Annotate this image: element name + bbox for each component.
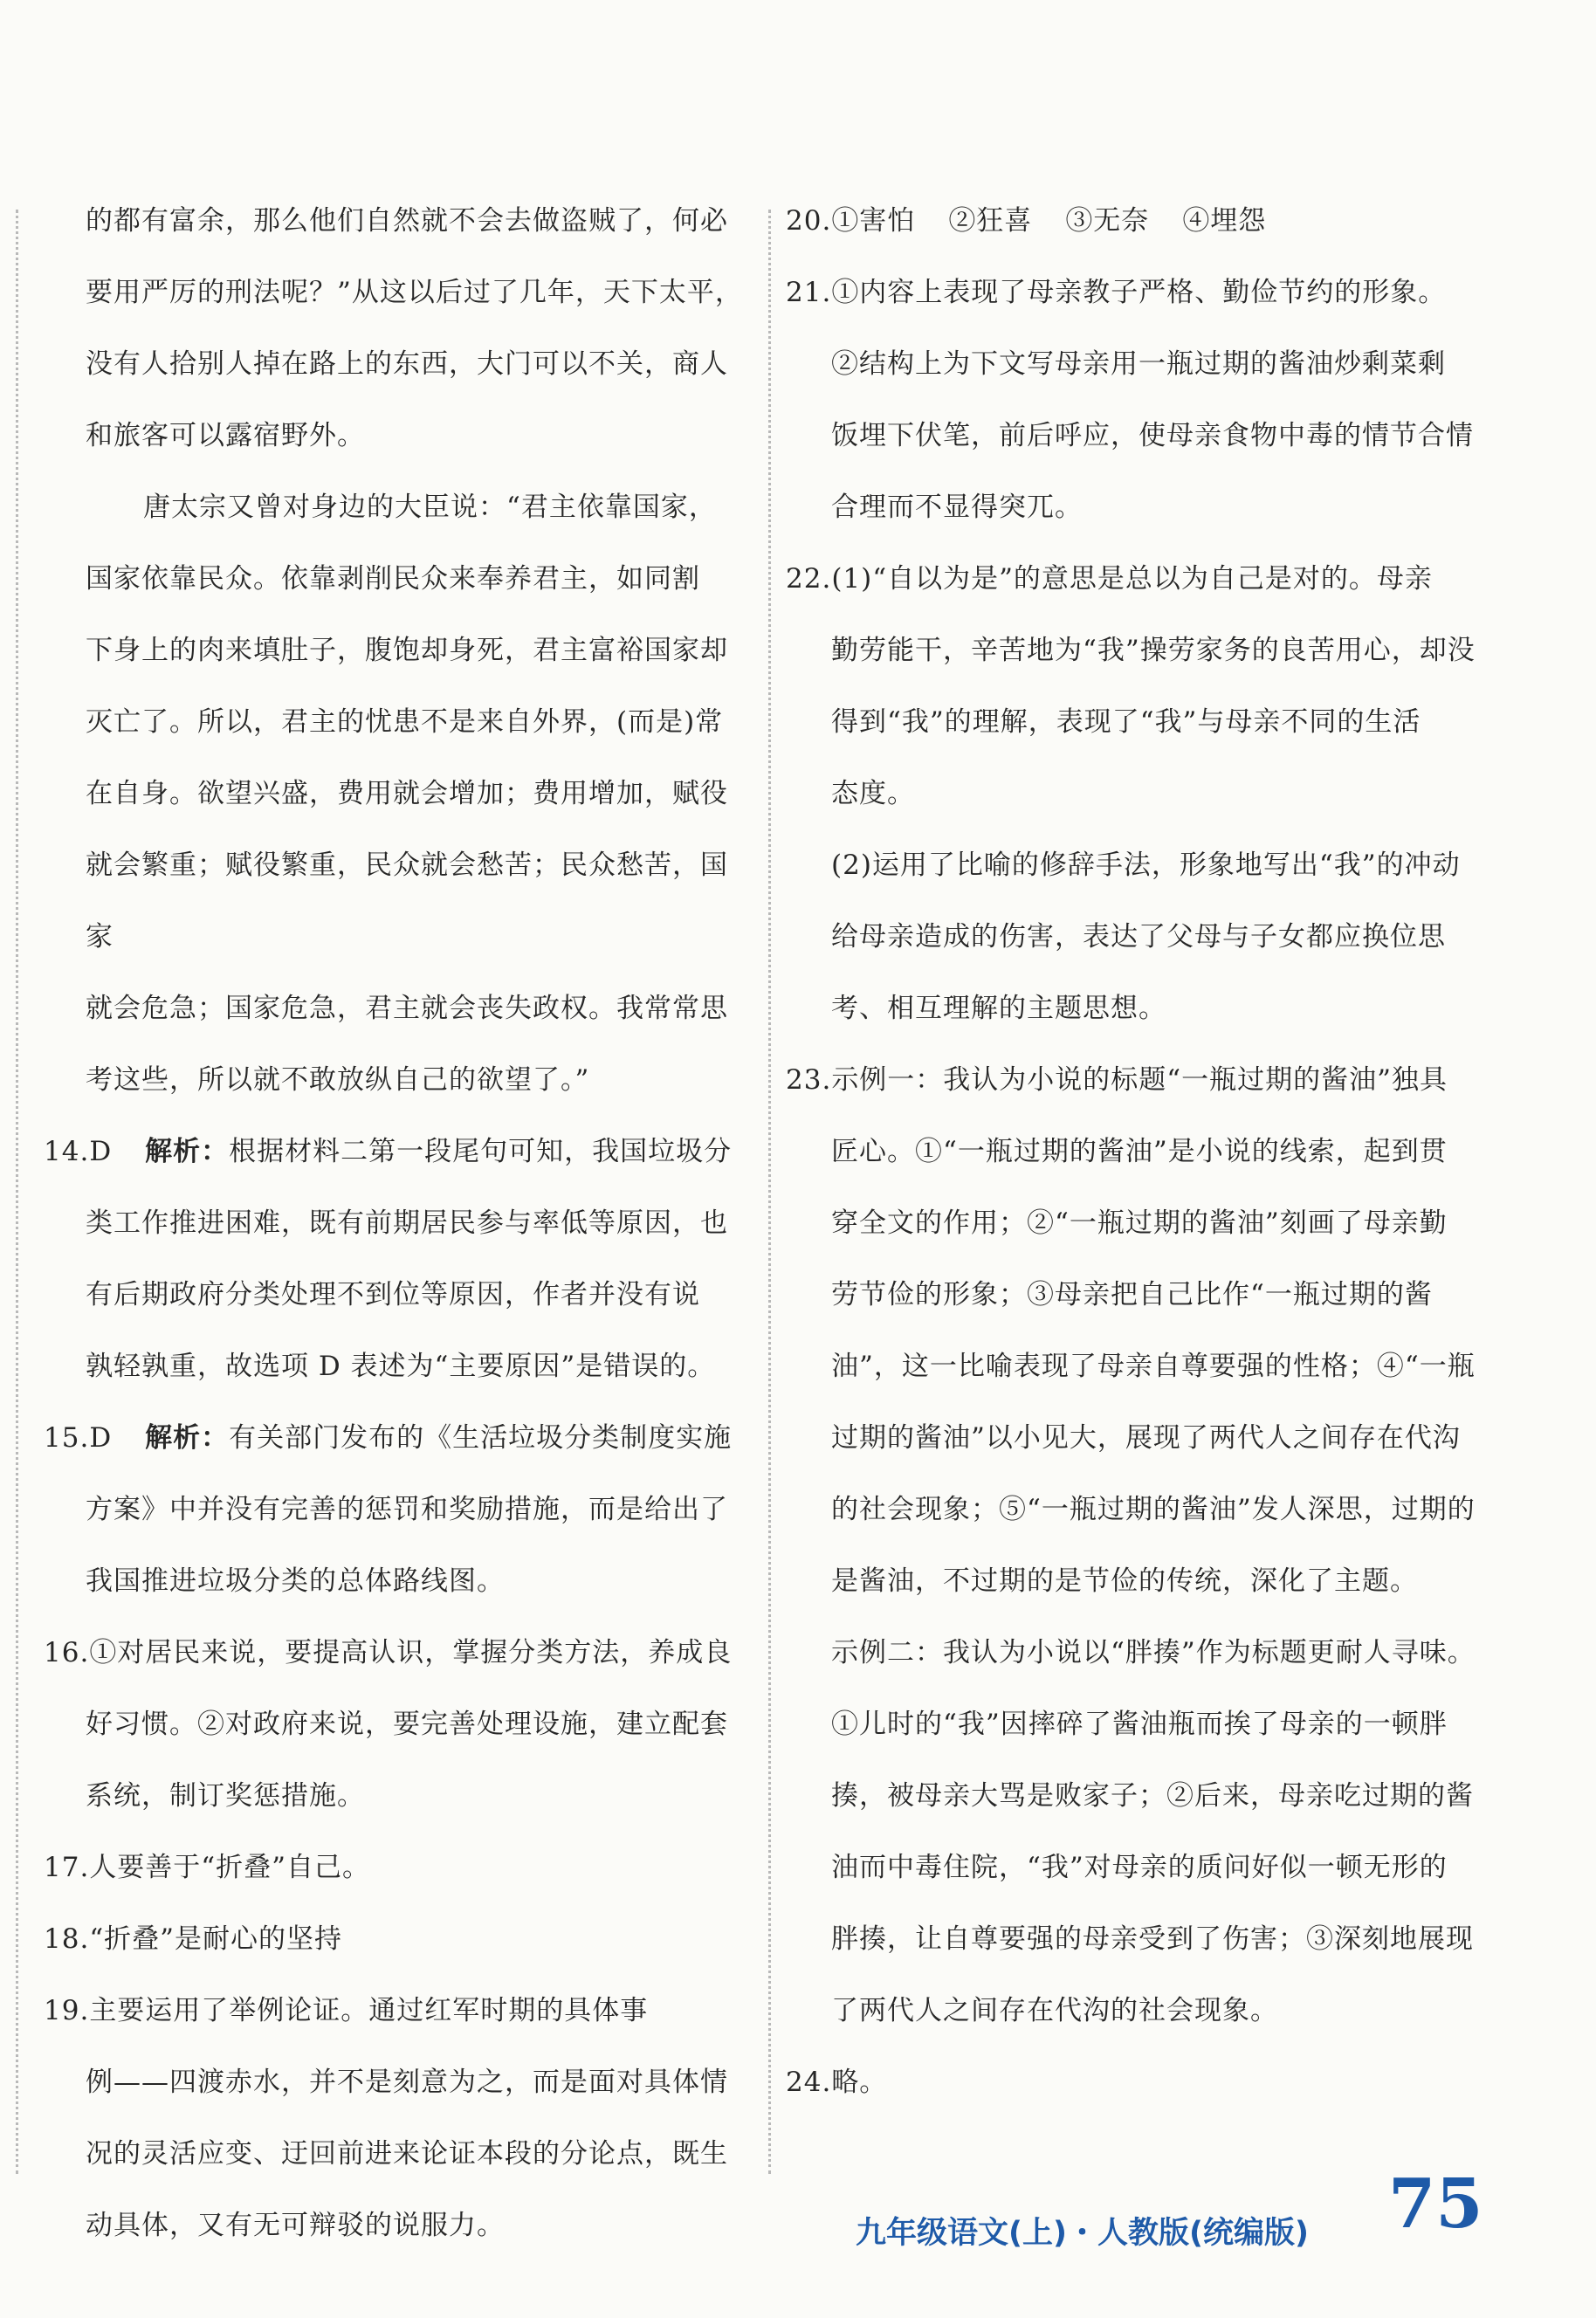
text-line: 唐太宗又曾对身边的大臣说：“君主依靠国家， xyxy=(143,492,717,523)
answer-text: 示例一：我认为小说的标题“一瓶过期的酱油”独具 xyxy=(831,1064,1448,1096)
text-line: 我国推进垃圾分类的总体路线图。 xyxy=(86,1565,505,1597)
answer-21 xyxy=(786,257,1502,543)
text-line: ①儿时的“我”因摔碎了酱油瓶而挨了母亲的一顿胖 xyxy=(831,1709,1448,1740)
text-line: 胖揍，让自尊要强的母亲受到了伤害；③深刻地展现 xyxy=(831,1923,1474,1955)
page-footer xyxy=(856,2164,1484,2261)
answer-text: ①内容上表现了母亲教子严格、勤俭节约的形象。 xyxy=(831,277,1447,308)
answer-24 xyxy=(786,2046,1502,2118)
question-number: 17. xyxy=(44,1852,90,1883)
answer-line xyxy=(44,1402,751,1474)
translation-paragraph-2 xyxy=(44,471,751,1116)
text-line: 揍，被母亲大骂是败家子；②后来，母亲吃过期的酱 xyxy=(831,1780,1474,1812)
answer-text: “折叠”是耐心的坚持 xyxy=(89,1923,343,1955)
question-number: 19. xyxy=(44,1995,90,2026)
text-line: 的社会现象；⑤“一瓶过期的酱油”发人深思，过期的 xyxy=(831,1494,1476,1525)
text-line: 孰轻孰重，故选项 D 表述为“主要原因”是错误的。 xyxy=(86,1351,716,1382)
question-number: 24. xyxy=(786,2067,832,2098)
answer-text: 人要善于“折叠”自己。 xyxy=(89,1852,371,1883)
book-title: 九年级语文(上)・人教版(统编版) xyxy=(856,2216,1309,2251)
answer-17 xyxy=(44,1832,751,1903)
text-line: 饭埋下伏笔，前后呼应，使母亲食物中毒的情节合情 xyxy=(831,420,1474,451)
text-line: 和旅客可以露宿野外。 xyxy=(86,420,365,451)
answer-15 xyxy=(44,1402,751,1617)
text-line: 穿全文的作用；②“一瓶过期的酱油”刻画了母亲勤 xyxy=(831,1207,1448,1239)
analysis-label: 解析： xyxy=(145,1136,230,1167)
text-line: 过期的酱油”以小见大，展现了两代人之间存在代沟 xyxy=(831,1422,1461,1454)
left-margin-rule xyxy=(16,210,18,2174)
option-a: ①害怕 xyxy=(831,205,916,237)
question-number: 21. xyxy=(786,277,832,308)
text-line: ②结构上为下文写母亲用一瓶过期的酱油炒剩菜剩 xyxy=(831,348,1446,380)
text-line: 了两代人之间存在代沟的社会现象。 xyxy=(831,1995,1278,2026)
question-number: 16. xyxy=(44,1637,90,1668)
left-column xyxy=(44,185,751,2261)
text-line: 要用严厉的刑法呢？”从这以后过了几年，天下太平， xyxy=(86,277,743,308)
translation-paragraph-1 xyxy=(44,185,751,471)
answer-text: 有关部门发布的《生活垃圾分类制度实施 xyxy=(229,1422,733,1454)
text-line: 油而中毒住院，“我”对母亲的质问好似一顿无形的 xyxy=(831,1852,1448,1883)
analysis-label: 解析： xyxy=(145,1422,230,1454)
text-line: 匠心。①“一瓶过期的酱油”是小说的线索，起到贯 xyxy=(831,1136,1448,1167)
answer-line xyxy=(786,257,1502,328)
question-number: 23. xyxy=(786,1064,832,1096)
answer-text: 根据材料二第一段尾句可知，我国垃圾分 xyxy=(229,1136,733,1167)
answer-line xyxy=(786,185,1502,257)
question-number: 14. xyxy=(44,1136,90,1167)
text-line: 考这些，所以就不敢放纵自己的欲望了。” xyxy=(86,1064,590,1096)
text-line: 得到“我”的理解，表现了“我”与母亲不同的生活 xyxy=(831,706,1421,738)
answer-text: ①对居民来说，要提高认识，掌握分类方法，养成良 xyxy=(89,1637,733,1668)
text-line: 在自身。欲望兴盛，费用就会增加；费用增加，赋役 xyxy=(86,778,728,809)
text-line: 示例二：我认为小说以“胖揍”作为标题更耐人寻味。 xyxy=(831,1637,1476,1668)
text-line: 没有人拾别人掉在路上的东西，大门可以不关，商人 xyxy=(86,348,728,380)
answer-line xyxy=(44,1116,751,1187)
answer-line xyxy=(44,1617,751,1689)
question-number: 22. xyxy=(786,563,832,595)
answer-line xyxy=(44,1975,751,2046)
text-line: 况的灵活应变、迂回前进来论证本段的分论点，既生 xyxy=(86,2138,728,2170)
answer-18 xyxy=(44,1903,751,1975)
right-column xyxy=(786,185,1502,2118)
answer-16 xyxy=(44,1617,751,1832)
answer-19 xyxy=(44,1975,751,2261)
answer-text: 主要运用了举例论证。通过红军时期的具体事 xyxy=(89,1995,649,2026)
text-line: 下身上的肉来填肚子，腹饱却身死，君主富裕国家却 xyxy=(86,635,728,666)
question-number: 15. xyxy=(44,1422,90,1454)
text-line: 例——四渡赤水，并不是刻意为之，而是面对具体情 xyxy=(86,2067,728,2098)
option-c: ③无奈 xyxy=(1065,205,1150,237)
text-line: 的都有富余，那么他们自然就不会去做盗贼了，何必 xyxy=(86,205,728,237)
answer-text: (1)“自以为是”的意思是总以为自己是对的。母亲 xyxy=(831,563,1433,595)
answer-23 xyxy=(786,1044,1502,2046)
answer-14 xyxy=(44,1116,751,1402)
text-line: (2)运用了比喻的修辞手法，形象地写出“我”的冲动 xyxy=(831,849,1461,881)
text-line: 类工作推进困难，既有前期居民参与率低等原因，也 xyxy=(86,1207,728,1239)
column-divider xyxy=(768,210,771,2174)
text-line: 国家依靠民众。依靠剥削民众来奉养君主，如同割 xyxy=(86,563,700,595)
answer-text: 略。 xyxy=(831,2067,888,2098)
text-line: 灭亡了。所以，君主的忧患不是来自外界，(而是)常 xyxy=(86,706,724,738)
text-line: 油”，这一比喻表现了母亲自尊要强的性格；④“一瓶 xyxy=(831,1351,1476,1382)
text-line: 是酱油，不过期的是节俭的传统，深化了主题。 xyxy=(831,1565,1418,1597)
text-line: 方案》中并没有完善的惩罚和奖励措施，而是给出了 xyxy=(86,1494,728,1525)
text-line: 系统，制订奖惩措施。 xyxy=(86,1780,365,1812)
answer-line xyxy=(44,1832,751,1903)
text-line: 合理而不显得突兀。 xyxy=(831,492,1083,523)
text-line: 考、相互理解的主题思想。 xyxy=(831,993,1166,1024)
page-number: 75 xyxy=(1388,2164,1483,2244)
question-number: 20. xyxy=(786,205,832,237)
answer-line xyxy=(786,1044,1502,1116)
text-line: 劳节俭的形象；③母亲把自己比作“一瓶过期的酱 xyxy=(831,1279,1433,1310)
text-line: 有后期政府分类处理不到位等原因，作者并没有说 xyxy=(86,1279,700,1310)
text-line: 动具体，又有无可辩驳的说服力。 xyxy=(86,2210,505,2241)
answer-line xyxy=(786,2046,1502,2118)
answer-choice: D xyxy=(89,1136,113,1167)
text-line: 好习惯。②对政府来说，要完善处理设施，建立配套 xyxy=(86,1709,728,1740)
question-number: 18. xyxy=(44,1923,90,1955)
text-line: 就会繁重；赋役繁重，民众就会愁苦；民众愁苦，国家 xyxy=(86,849,728,953)
answer-choice: D xyxy=(89,1422,113,1454)
answer-20 xyxy=(786,185,1502,257)
option-d: ④埋怨 xyxy=(1182,205,1267,237)
answer-22 xyxy=(786,543,1502,1044)
answer-line xyxy=(786,543,1502,615)
text-line: 态度。 xyxy=(831,778,915,809)
text-line: 给母亲造成的伤害，表达了父母与子女都应换位思 xyxy=(831,921,1446,953)
option-b: ②狂喜 xyxy=(948,205,1033,237)
answer-line xyxy=(44,1903,751,1975)
text-line: 勤劳能干，辛苦地为“我”操劳家务的良苦用心，却没 xyxy=(831,635,1476,666)
text-line: 就会危急；国家危急，君主就会丧失政权。我常常思 xyxy=(86,993,728,1024)
